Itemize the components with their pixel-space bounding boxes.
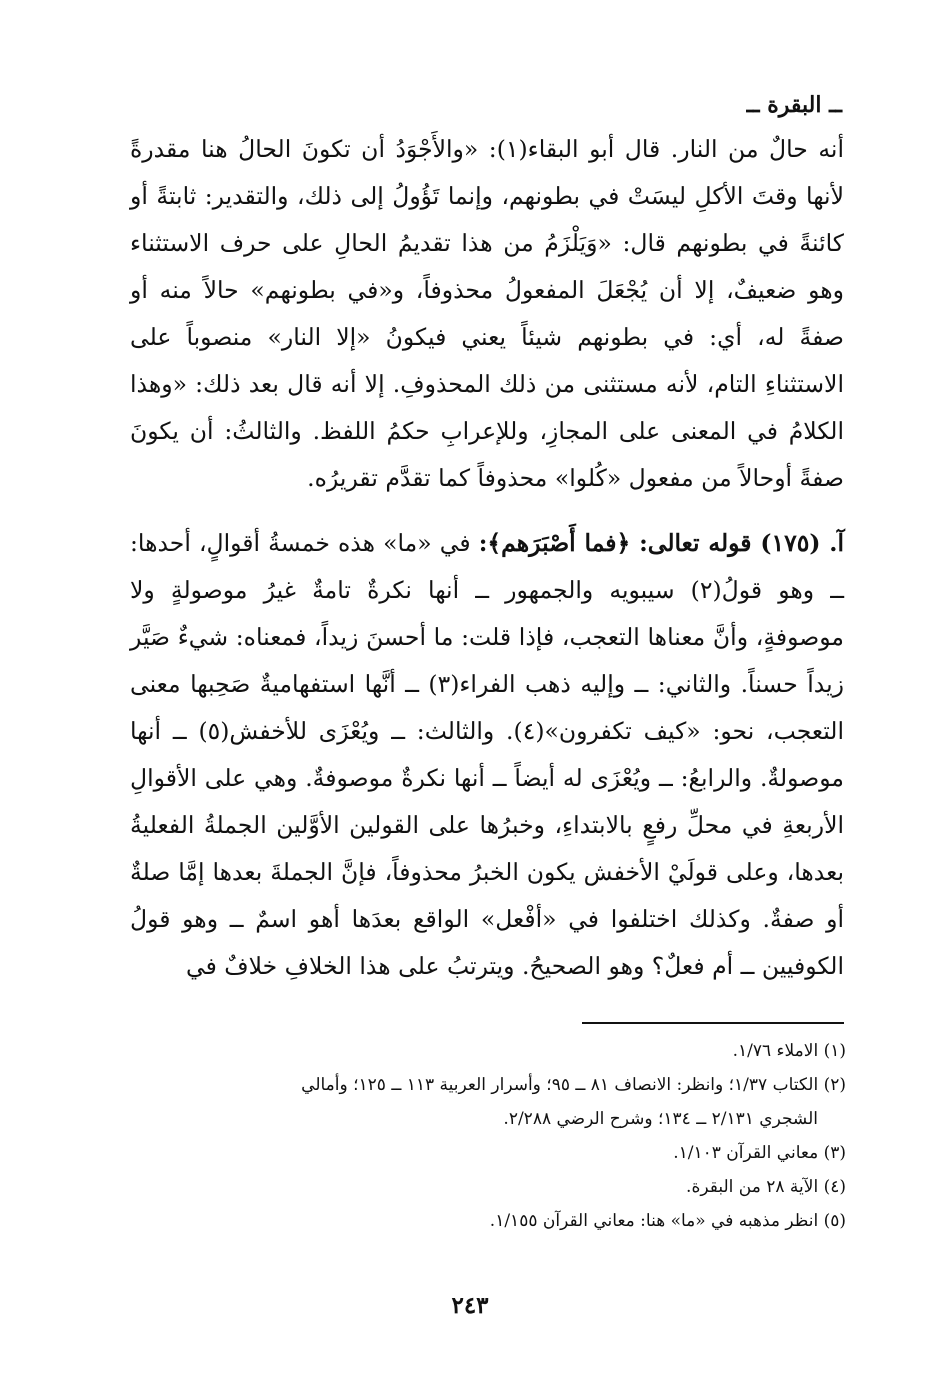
footnote-2-text: (٢) الكتاب ١/٣٧؛ وانظر: الانصاف ٨١ ــ ٩٥؛ وأسرار العربية ١١٣ ــ ١٢٥؛ وأمالي bbox=[301, 1075, 846, 1095]
footnote-2-continuation: الشجري ٢/١٣١ ــ ١٣٤؛ وشرح الرضي ٢/٢٨٨. bbox=[503, 1109, 818, 1129]
paragraph-1: أنه حالٌ من النار. قال أبو البقاء(١): «والأَجْوَدُ أن تكونَ الحالُ هنا مقدرةً لأنها وقتَ الأكلِ ليسَتْ في بطونهم، وإنما تَؤُولُ إلى ذلك، والتقدير: ثابتةً أو كائنةً في بطونهم قال: «وَيَلْزَمُ من هذا تقديمُ الحالِ على حرف الاستثناء وهو ضعيفٌ، إلا أن يُجْعَلَ المفعولُ محذوفاً، و«في بطونهم» حالاً منه أو صفةً له، أي: في بطونهم شيئاً يعني فيكونُ «إلا النار» منصوباً على الاستثناءِ التام، لأنه مستثنى من ذلك المحذوفِ. إلا أنه قال بعد ذلك: «وهذا الكلامُ في المعنى على المجازِ، وللإعرابِ حكمُ اللفظ. والثالثُ: أن يكونَ صفةً أوحالاً من مفعول «كُلوا» محذوفاً كما تقدَّم تقريرُه. bbox=[130, 135, 844, 492]
running-head: ــ البقرة ــ bbox=[746, 92, 842, 118]
paragraph-2 bbox=[130, 520, 844, 990]
footnote-5-text: (٥) انظر مذهبه في «ما» هنا: معاني القرآن ١/١٥٥. bbox=[489, 1211, 846, 1231]
verse-heading: آ. (١٧٥) قوله تعالى: ﴿فما أَصْبَرَهم﴾: bbox=[478, 529, 844, 557]
footnote-4-text: (٤) الآية ٢٨ من البقرة. bbox=[686, 1177, 846, 1197]
footnote-3-text: (٣) معاني القرآن ١/١٠٣. bbox=[673, 1143, 846, 1163]
footnote-3 bbox=[130, 1136, 846, 1170]
paragraph-2-body: في «ما» هذه خمسةُ أقوالٍ، أحدها: ــ وهو قولُ(٢) سيبويه والجمهور ــ أنها نكرةٌ تامةٌ غيرُ موصولةٍ ولا موصوفةٍ، وأنَّ معناها التعجب، فإذا قلت: ما أحسنَ زيداً، فمعناه: شيءٌ صَيَّر زيداً حسناً. والثاني: ــ وإليه ذهب الفراء(٣) ــ أنَّها استفهاميةٌ صَحِبها معنى التعجب، نحو: «كيف تكفرون»(٤). والثالث: ــ ويُعْزَى للأخفش(٥) ــ أنها موصولةٌ. والرابعُ: ــ ويُعْزَى له أيضاً ــ أنها نكرةٌ موصوفةٌ. وهي على الأقوالِ الأربعةِ في محلِّ رفعٍ بالابتداءِ، وخبرُها على القولين الأوَّلين الجملةُ الفعليةُ بعدها، وعلى قولَيْ الأخفش يكون الخبرُ محذوفاً، فإنَّ الجملةَ بعدها إمَّا صلةٌ أو صفةٌ. وكذلك اختلفوا في «أفْعل» الواقع بعدَها أهو اسمٌ ــ وهو قولُ الكوفيين ــ أم فعلٌ؟ وهو الصحيحُ. ويترتبُ على هذا الخلافِ خلافٌ في bbox=[130, 529, 845, 980]
main-text bbox=[130, 126, 844, 990]
page-number: ٢٤٣ bbox=[451, 1292, 489, 1319]
footnote-4 bbox=[130, 1170, 846, 1204]
footnotes bbox=[130, 1034, 846, 1238]
footnote-5 bbox=[130, 1204, 846, 1238]
footnote-1 bbox=[130, 1034, 846, 1068]
footnote-2 bbox=[130, 1068, 846, 1136]
footnote-separator bbox=[582, 1022, 844, 1024]
footnote-1-text: (١) الاملاء ١/٧٦. bbox=[732, 1041, 846, 1061]
